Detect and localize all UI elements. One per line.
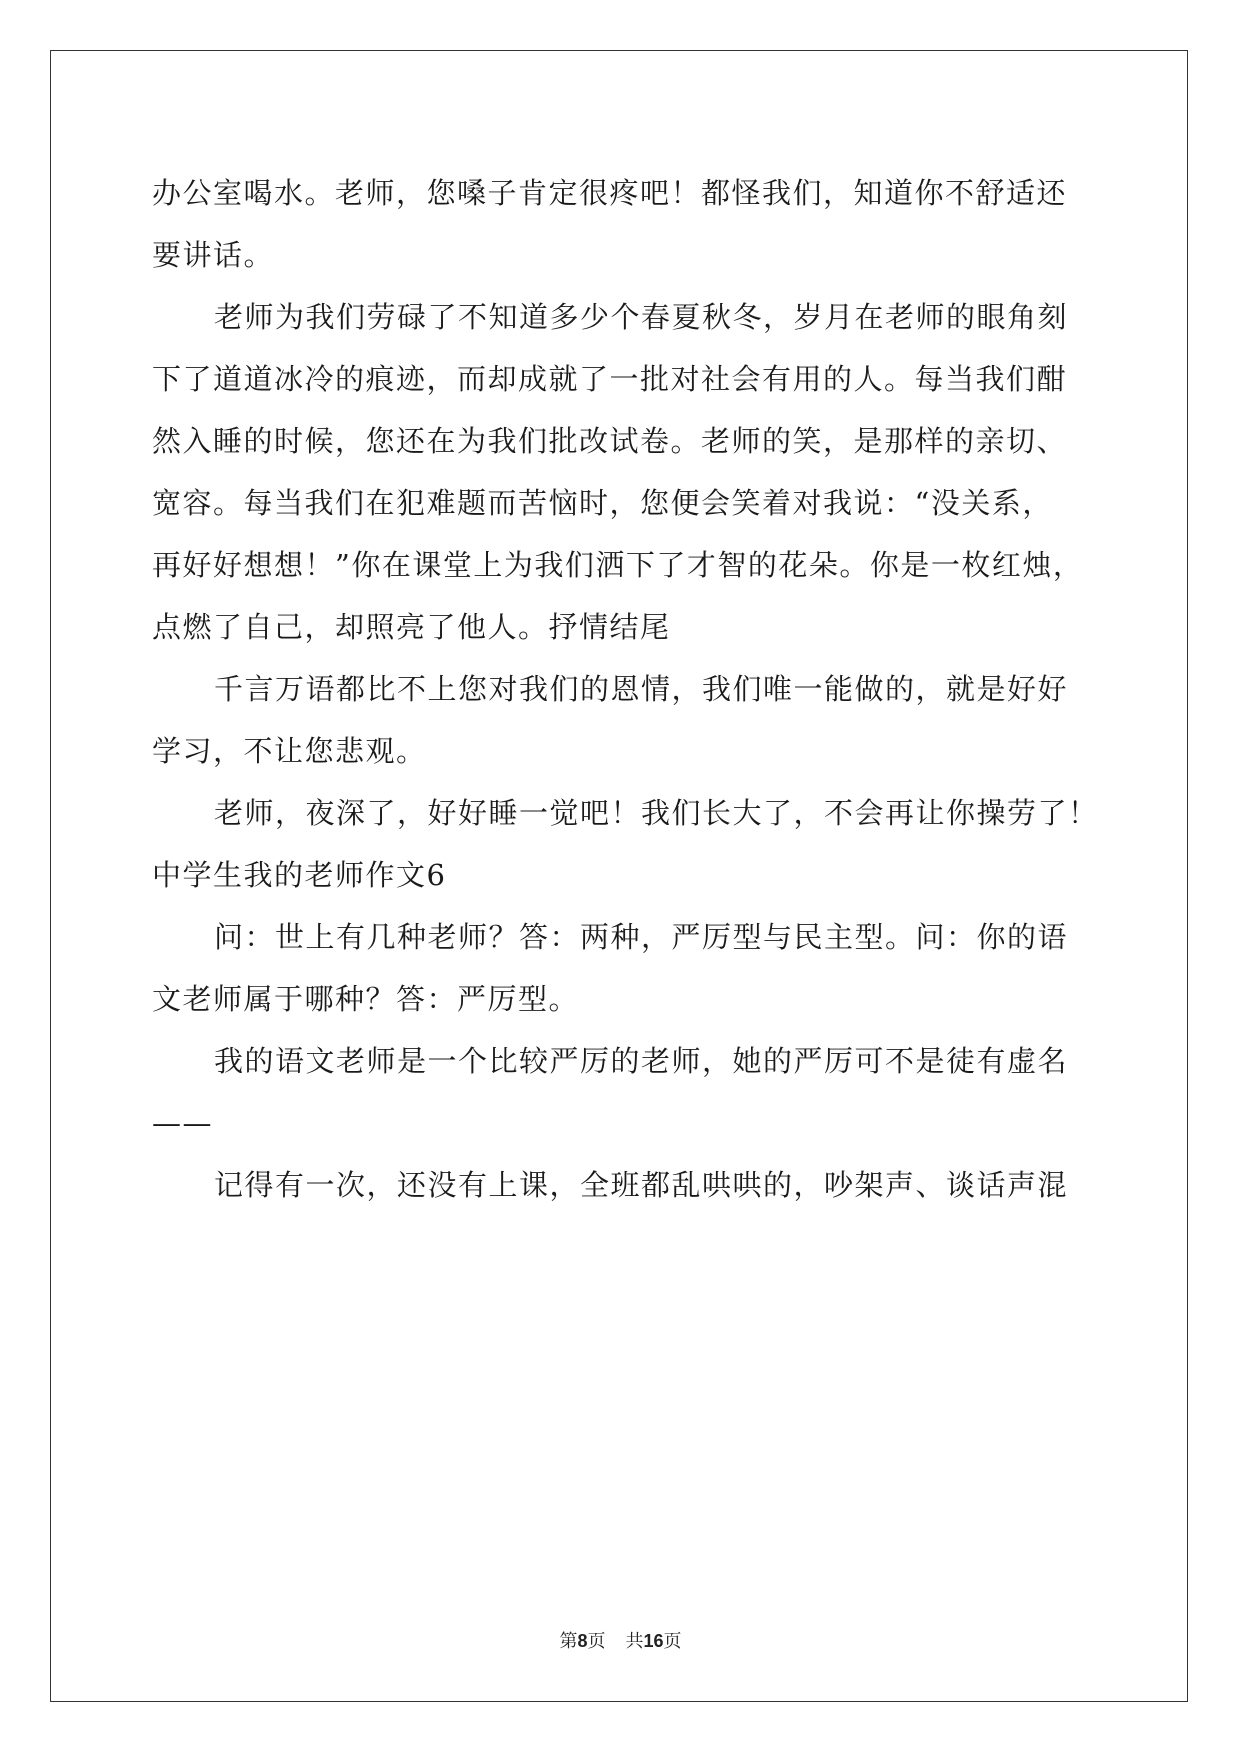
text-line: 办公室喝水。老师，您嗓子肯定很疼吧！都怪我们，知道你不舒适还 [152, 176, 1068, 210]
text-line: —— [152, 1106, 213, 1140]
section-heading: 中学生我的老师作文6 [152, 858, 447, 892]
page-label-prefix: 第 [559, 1631, 578, 1652]
text-line: 宽容。每当我们在犯难题而苦恼时，您便会笑着对我说：“没关系， [152, 486, 1053, 520]
paragraph-start: 我的语文老师是一个比较严厉的老师，她的严厉可不是徒有虚名 [214, 1044, 1069, 1078]
text-line: 要讲话。 [152, 238, 275, 272]
text-line: 文老师属于哪种？答：严厉型。 [152, 982, 580, 1016]
page-footer [0, 1627, 1241, 1653]
paragraph-start: 记得有一次，还没有上课，全班都乱哄哄的，吵架声、谈话声混 [214, 1168, 1069, 1202]
text-line: 学习，不让您悲观。 [152, 734, 427, 768]
page-label-suffix: 页 [587, 1631, 606, 1652]
paragraph-start: 老师，夜深了，好好睡一觉吧！我们长大了，不会再让你操劳了！ [214, 796, 1099, 830]
text-line: 再好好想想！”你在课堂上为我们洒下了才智的花朵。你是一枚红烛， [152, 548, 1084, 582]
total-label-suffix: 页 [663, 1631, 682, 1652]
text-line: 然入睡的时候，您还在为我们批改试卷。老师的笑，是那样的亲切、 [152, 424, 1068, 458]
paragraph-start: 千言万语都比不上您对我们的恩情，我们唯一能做的，就是好好 [214, 672, 1069, 706]
page-number: 8 [577, 1631, 588, 1651]
text-line: 下了道道冰冷的痕迹，而却成就了一批对社会有用的人。每当我们酣 [152, 362, 1068, 396]
paragraph-start: 问：世上有几种老师？答：两种，严厉型与民主型。问：你的语 [214, 920, 1069, 954]
text-line: 点燃了自己，却照亮了他人。抒情结尾 [152, 610, 671, 644]
total-pages: 16 [643, 1631, 664, 1651]
total-label-prefix: 共 [625, 1631, 644, 1652]
paragraph-start: 老师为我们劳碌了不知道多少个春夏秋冬，岁月在老师的眼角刻 [214, 300, 1069, 334]
document-body [152, 162, 1099, 1216]
